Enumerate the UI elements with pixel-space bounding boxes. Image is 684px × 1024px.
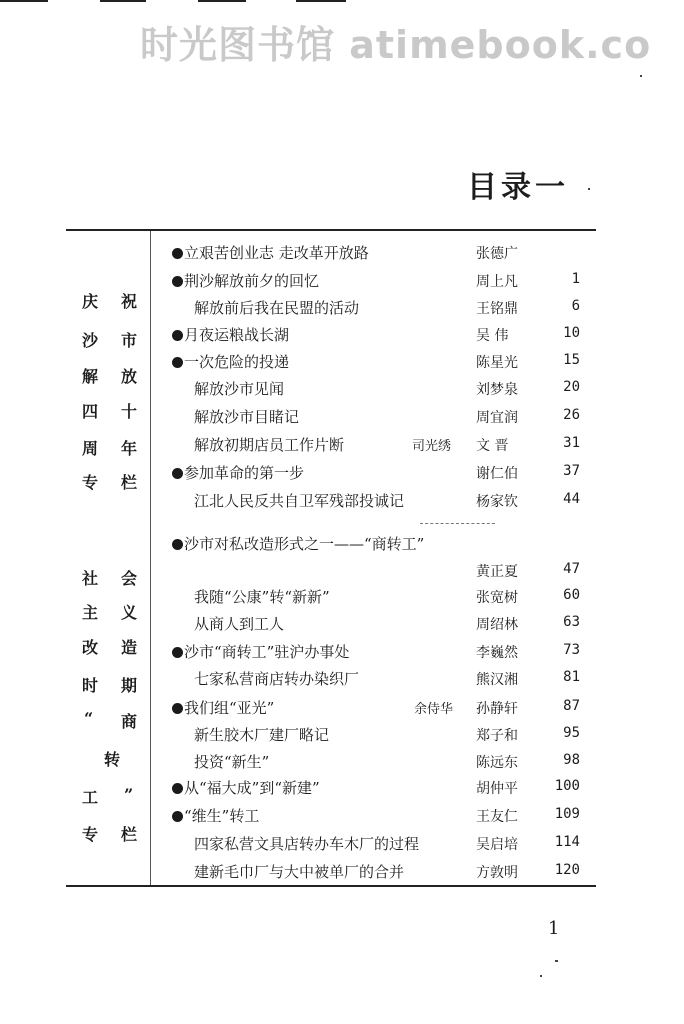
scan-speck <box>640 75 642 77</box>
toc-entry[interactable] <box>0 266 684 292</box>
scan-edge-line <box>0 0 48 2</box>
toc-entry[interactable] <box>0 637 684 663</box>
entry-title: 四家私营文具店转办车木厂的过程 <box>194 835 420 853</box>
section-label-char: 工 <box>82 788 99 807</box>
entry-title: “维生”转工 <box>184 807 260 825</box>
entry-author: 周宜润 <box>476 410 518 426</box>
entry-page-number: 120 <box>554 862 580 878</box>
entry-title: 解放沙市目睹记 <box>194 408 300 426</box>
toc-entry[interactable] <box>0 609 684 635</box>
entry-title: 我们组“亚光” <box>184 699 275 717</box>
scan-edge-line <box>198 0 246 2</box>
watermark: 时光图书馆 atimebook.co <box>140 23 652 67</box>
entry-author: 刘梦泉 <box>476 382 518 398</box>
bullet-dot-icon <box>172 357 183 368</box>
toc-entry[interactable] <box>0 801 684 827</box>
entry-page-number: 73 <box>563 642 580 658</box>
entry-title: 投资“新生” <box>194 753 270 771</box>
entry-author: 王友仁 <box>476 809 518 825</box>
entry-page-number: 44 <box>563 491 580 507</box>
entry-page-number: 47 <box>563 561 580 577</box>
entry-author: 文 晋 <box>476 438 509 454</box>
toc-title: 目录一 <box>467 170 569 205</box>
toc-entry[interactable] <box>0 374 684 400</box>
entry-page-number: 98 <box>563 752 580 768</box>
page-number: 1 <box>548 918 560 939</box>
section-label-char: 义 <box>121 603 138 622</box>
toc-entry[interactable] <box>0 529 684 555</box>
entry-page-number: 81 <box>563 669 580 685</box>
entry-title: 月夜运粮战长湖 <box>184 326 290 344</box>
toc-entry[interactable] <box>0 402 684 428</box>
entry-page-number: 15 <box>563 352 580 368</box>
entry-title: 建新毛巾厂与大中被单厂的合并 <box>194 863 405 881</box>
entry-author: 陈远东 <box>476 755 518 771</box>
entry-title: 七家私营商店转办染织厂 <box>194 670 360 688</box>
toc-entry[interactable] <box>0 773 684 799</box>
section-label-char: 年 <box>121 439 138 458</box>
bullet-dot-icon <box>172 468 183 479</box>
entry-author: 胡仲平 <box>476 781 518 797</box>
toc-entry[interactable] <box>0 458 684 484</box>
top-rule <box>66 229 596 231</box>
section-label-char: 沙 <box>82 331 99 350</box>
scan-speck <box>555 960 558 962</box>
entry-author: 陈星光 <box>476 355 518 371</box>
entry-title: 解放前后我在民盟的活动 <box>194 299 360 317</box>
entry-title: 我随“公康”转“新新” <box>194 588 330 606</box>
entry-author: 王铭鼎 <box>476 301 518 317</box>
entry-author: 熊汉湘 <box>476 672 518 688</box>
toc-entry[interactable] <box>0 320 684 346</box>
scan-edge-line <box>296 0 346 2</box>
section-label-char: 会 <box>121 569 138 588</box>
toc-entry[interactable] <box>0 347 684 373</box>
entry-page-number: 63 <box>563 614 580 630</box>
entry-author: 李巍然 <box>476 645 518 661</box>
section-label-char: 解 <box>82 367 99 386</box>
entry-page-number: 95 <box>563 725 580 741</box>
dashed-divider <box>420 523 495 524</box>
toc-entry[interactable] <box>0 430 684 456</box>
section-label-char: 专 <box>82 825 99 844</box>
scan-edge-line <box>100 0 146 2</box>
entry-page-number: 109 <box>554 806 580 822</box>
scan-speck <box>588 188 590 190</box>
entry-page-number: 20 <box>563 379 580 395</box>
section-label-char: 专 <box>82 473 99 492</box>
section-label-char: “ <box>84 709 94 728</box>
section-label-char: 十 <box>121 402 138 421</box>
entry-author: 周上凡 <box>476 274 518 290</box>
entry-page-number: 26 <box>563 407 580 423</box>
entry-title: 荆沙解放前夕的回忆 <box>184 272 320 290</box>
entry-page-number: 87 <box>563 698 580 714</box>
entry-coauthor: 余侍华 <box>414 702 454 717</box>
section-label-char: 主 <box>82 603 99 622</box>
toc-entry[interactable] <box>0 693 684 719</box>
entry-page-number: 60 <box>563 587 580 603</box>
toc-entry[interactable] <box>0 556 684 582</box>
section-label-char: 四 <box>82 402 99 421</box>
toc-entry[interactable] <box>0 238 684 264</box>
entry-author: 郑子和 <box>476 728 518 744</box>
entry-author: 周绍林 <box>476 617 518 633</box>
toc-entry[interactable] <box>0 720 684 746</box>
toc-entry[interactable] <box>0 293 684 319</box>
section-label-char: 转 <box>104 750 121 769</box>
entry-page-number: 37 <box>563 463 580 479</box>
scan-speck <box>540 975 542 977</box>
section-label-char: 造 <box>121 638 138 657</box>
entry-page-number: 31 <box>563 435 580 451</box>
toc-entry[interactable] <box>0 857 684 883</box>
bullet-dot-icon <box>172 811 183 822</box>
entry-page-number: 10 <box>563 325 580 341</box>
toc-entry[interactable] <box>0 582 684 608</box>
bullet-dot-icon <box>172 647 183 658</box>
section-label-char: 社 <box>82 569 99 588</box>
entry-page-number: 6 <box>571 298 580 314</box>
entry-title: 沙市对私改造形式之一——“商转工” <box>184 535 425 553</box>
entry-page-number: 114 <box>554 834 580 850</box>
section-label-char: 庆 <box>82 292 99 311</box>
section-label-char: 周 <box>82 439 99 458</box>
section-label-char: 祝 <box>121 292 138 311</box>
entry-author: 方敦明 <box>476 865 518 881</box>
bottom-rule <box>66 885 596 887</box>
toc-entry[interactable] <box>0 664 684 690</box>
entry-title: 解放初期店员工作片断 <box>194 436 345 454</box>
section-label-char: 期 <box>121 676 138 695</box>
bullet-dot-icon <box>172 276 183 287</box>
section-label-char: 栏 <box>121 473 138 492</box>
section-label-char: 商 <box>121 712 138 731</box>
entry-author: 孙静轩 <box>476 701 518 717</box>
bullet-dot-icon <box>172 330 183 341</box>
entry-page-number: 100 <box>554 778 580 794</box>
bullet-dot-icon <box>172 248 183 259</box>
entry-author: 吴启培 <box>476 837 518 853</box>
section-label-char: 时 <box>82 676 99 695</box>
entry-author: 张宽树 <box>476 590 518 606</box>
entry-title: 从“福大成”到“新建” <box>184 779 320 797</box>
entry-title: 一次危险的投递 <box>184 353 290 371</box>
entry-author: 吴 伟 <box>476 328 509 344</box>
toc-entry[interactable] <box>0 747 684 773</box>
entry-title: 江北人民反共自卫军残部投诚记 <box>194 492 405 510</box>
section-label-char: ” <box>124 785 134 804</box>
entry-title: 解放沙市见闻 <box>194 380 285 398</box>
entry-coauthor: 司光绣 <box>412 439 452 454</box>
bullet-dot-icon <box>172 539 183 550</box>
toc-entry[interactable] <box>0 486 684 512</box>
entry-title: 参加革命的第一步 <box>184 464 305 482</box>
section-label-char: 放 <box>121 367 138 386</box>
entry-author: 谢仁伯 <box>476 466 518 482</box>
entry-title: 立艰苦创业志 走改革开放路 <box>184 244 369 262</box>
bullet-dot-icon <box>172 703 183 714</box>
entry-title: 沙市“商转工”驻沪办事处 <box>184 643 350 661</box>
section-label-char: 改 <box>82 638 99 657</box>
toc-entry[interactable] <box>0 829 684 855</box>
bullet-dot-icon <box>172 783 183 794</box>
entry-author: 张德广 <box>476 246 518 262</box>
section-label-char: 市 <box>121 331 138 350</box>
entry-author: 黄正夏 <box>476 564 518 580</box>
entry-title: 新生胶木厂建厂略记 <box>194 726 330 744</box>
entry-page-number: 1 <box>571 271 580 287</box>
entry-title: 从商人到工人 <box>194 615 285 633</box>
entry-author: 杨家钦 <box>476 494 518 510</box>
section-label-char: 栏 <box>121 825 138 844</box>
